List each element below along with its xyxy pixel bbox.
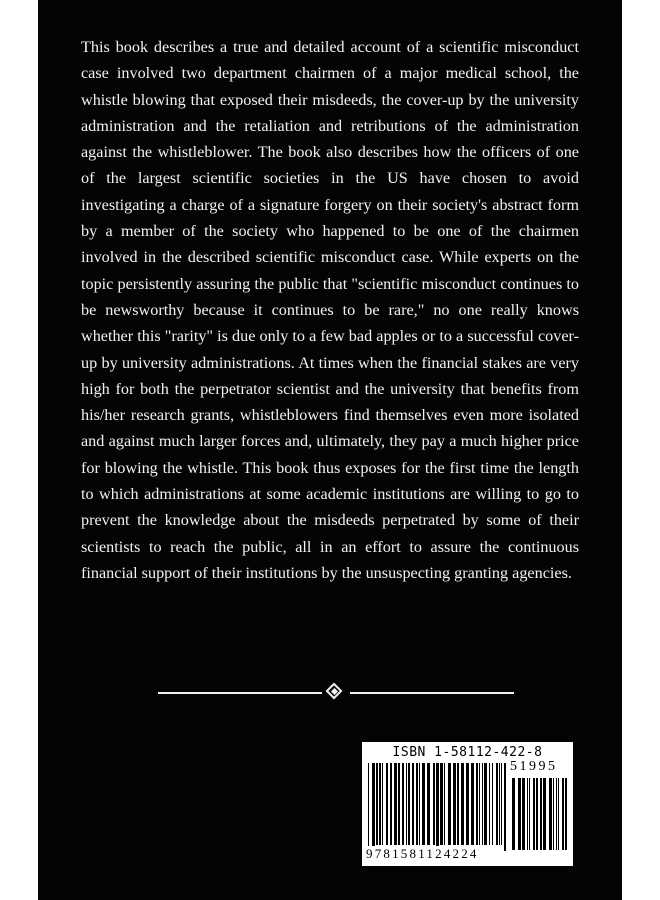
barcode-bar	[386, 763, 388, 845]
barcode-bar	[376, 763, 378, 845]
isbn-label: ISBN 1-58112-422-8	[392, 745, 543, 760]
barcode-bar	[479, 763, 480, 845]
barcode-bar	[427, 763, 430, 845]
barcode-bar	[504, 763, 506, 851]
barcode-bar	[390, 763, 392, 845]
barcode-bar	[529, 778, 530, 850]
barcode-bar	[527, 778, 528, 850]
barcode-bar	[402, 763, 404, 845]
ornamental-divider	[158, 682, 514, 704]
barcode-bar	[556, 778, 557, 850]
barcode-bar	[484, 763, 487, 845]
barcode-bar	[476, 763, 478, 845]
barcode-bar	[482, 763, 483, 845]
barcode-bar	[533, 778, 535, 850]
barcode-bar	[372, 763, 375, 851]
barcode-bar	[461, 763, 464, 845]
divider-line-left	[158, 692, 322, 694]
ean-number: 9781581124224	[366, 846, 479, 861]
barcode-bar	[562, 778, 564, 850]
back-cover	[38, 0, 622, 900]
barcode-bar	[412, 763, 414, 845]
barcode-bar	[489, 763, 490, 845]
isbn-barcode	[362, 742, 573, 866]
barcode-bar	[379, 763, 381, 845]
barcode-bar	[558, 778, 559, 850]
barcode-bar	[512, 778, 515, 850]
barcode-bar	[501, 763, 502, 845]
barcode-bar	[419, 763, 420, 845]
divider-line-right	[350, 692, 514, 694]
barcode-bar	[499, 763, 500, 845]
barcode-bar	[444, 763, 445, 845]
barcode-bar	[433, 763, 435, 845]
price-code: 51995	[510, 759, 558, 774]
barcode-bar	[406, 763, 407, 845]
barcode-bar	[394, 763, 397, 845]
barcode-bar	[496, 763, 498, 845]
barcode-bar	[422, 763, 425, 845]
barcode-bar	[440, 763, 443, 845]
barcode-bar	[492, 763, 493, 845]
barcode-bar	[522, 778, 525, 850]
barcode-bar	[416, 763, 418, 845]
barcode-bar	[536, 778, 538, 850]
barcode-bar	[382, 763, 383, 845]
barcode-bar	[466, 763, 469, 845]
barcode-bar	[368, 763, 369, 851]
barcode-bar	[453, 763, 456, 845]
barcode-bar	[518, 778, 521, 850]
barcode-bar	[543, 778, 546, 850]
barcode-bar	[398, 763, 400, 845]
barcode-bar	[408, 763, 410, 845]
barcode-bar	[436, 763, 439, 851]
ean-bars-group	[368, 763, 506, 851]
price-bars-group	[512, 778, 567, 850]
barcode-bar	[565, 778, 567, 850]
barcode-bar	[448, 763, 451, 845]
barcode-bar	[457, 763, 459, 845]
barcode-bar	[540, 778, 542, 850]
barcode-bar	[553, 778, 554, 850]
barcode-bar	[471, 763, 474, 845]
barcode-bar	[549, 778, 552, 850]
blurb-text: This book describes a true and detailed account of a scientific misconduct case involved two department chairmen of a major medical school, the whistle blowing that exposed their misdeeds, the cover-up by the university administration and the retaliation and retributions of the administration against the whistleblower. The book also describes how the officers of one of the largest scientific societies in the US have chosen to avoid investigating a charge of a signature forgery on their society's abstract form by a member of the society who happened to be one of the chairmen involved in the described scientific misconduct case. While experts on the topic persistently assuring the public that "scientific misconduct continues to be newsworthy because it continues to be rare," no one really knows whether this "rarity" is due only to a few bad apples or to a successful cover-up by university administrations. At times when the financial stakes are very high for both the perpetrator scientist and the university that benefits from his/her research grants, whistleblowers find themselves even more isolated and against much larger forces and, ultimately, they pay a much higher price for blowing the whistle. This book thus exposes for the first time the length to which administrations at some academic institutions are willing to go to prevent the knowledge about the misdeeds perpetrated by some of their scientists to reach the public, all in an effort to assure the continuous financial support of their institutions by the unsuspecting granting agencies.	[81, 38, 579, 582]
